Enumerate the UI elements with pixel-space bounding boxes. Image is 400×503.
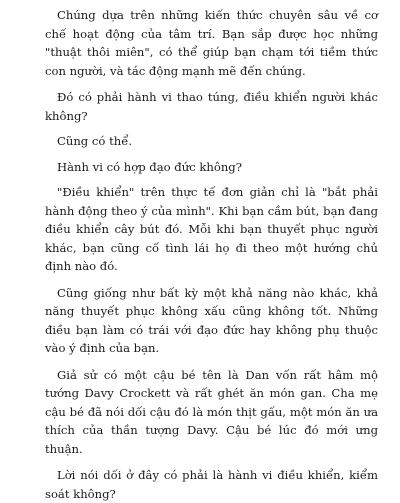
paragraph-2: Đó có phải hành vi thao túng, điều khiển người khác không? [45,90,378,123]
paragraph-6: Cũng giống như bất kỳ một khả năng nào khác, khả năng thuyết phục không xấu cũng không tốt. Những điều bạn làm có trái với đạo đức hay không phụ thuộc vào ý định của bạn. [45,285,378,355]
paragraph-8: Lời nói dối ở đây có phải là hành vi điều khiển, kiểm soát không? [45,468,378,501]
paragraph-3: Cũng có thể. [57,134,133,148]
paragraph-5: "Điều khiển" trên thực tế đơn giản chỉ là "bắt phải hành động theo ý của mình". Khi bạn cầm bút, bạn đang điều khiển cây bút đó. Mỗi khi bạn thuyết phục người khác, bạn cũng cố tình lái họ đi theo một hướng chủ định nào đó. [45,185,378,273]
paragraph-1: Chúng dựa trên những kiến thức chuyên sâu về cơ chế hoạt động của tâm trí. Bạn sắp được học những "thuật thôi miên", có thể giúp bạn chạm tới tiềm thức con người, và tác động mạnh mẽ đến chúng. [45,8,378,78]
paragraph-4: Hành vi có hợp đạo đức không? [57,159,242,174]
paragraph-7: Giả sử có một cậu bé tên là Dan vốn rất hâm mộ tướng Davy Crockett và rất ghét ăn món gan. Cha mẹ cậu bé đã nói dối cậu đó là món thịt gấu, một món ăn ưa thích của thần tượng Davy. Cậu bé lúc đó mới ưng thuận. [45,367,378,456]
